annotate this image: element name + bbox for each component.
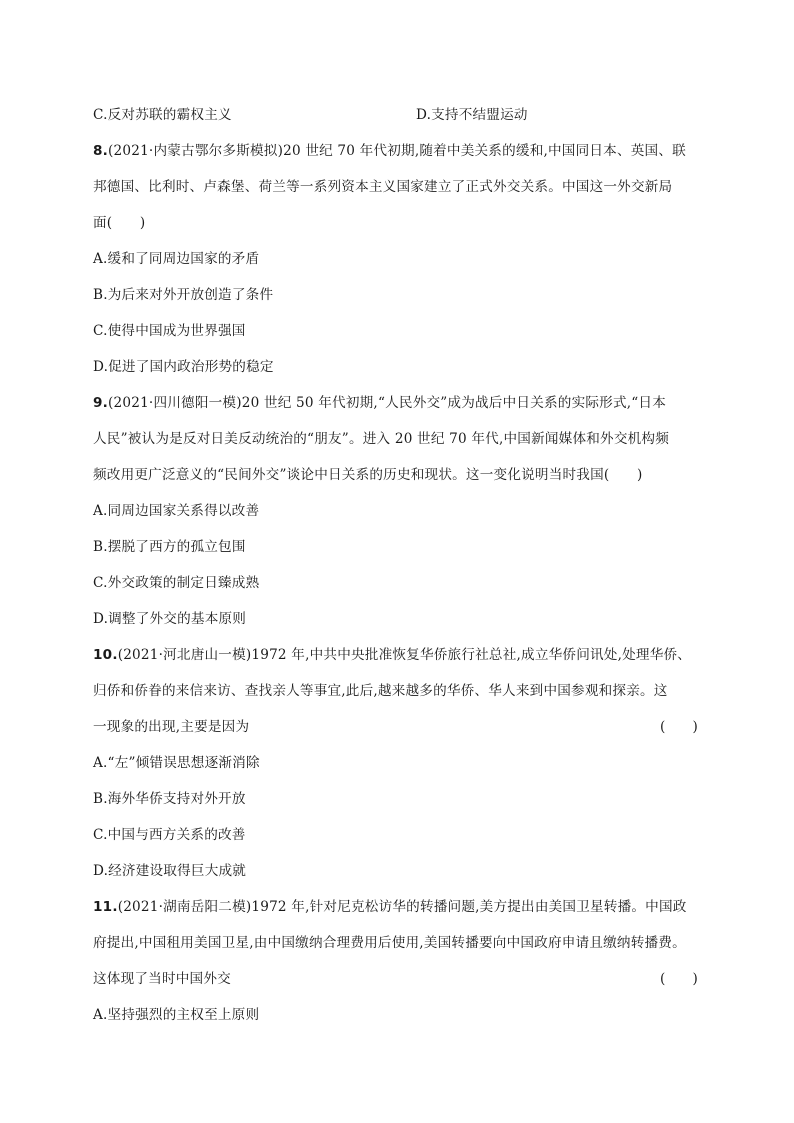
question-11-option-a: A.坚持强烈的主权至上原则 [93, 1007, 260, 1023]
question-9-line-2: 人民”被认为是反对日美反动统治的“朋友”。进入 20 世纪 70 年代,中国新闻媒体和外交机构频 [93, 431, 670, 447]
question-number: 11. [93, 899, 118, 915]
question-number: 10. [93, 647, 118, 663]
question-10-option-c: C.中国与西方关系的改善 [93, 827, 246, 843]
question-11-line-1: 11.(2021·湖南岳阳二模)1972 年,针对尼克松访华的转播问题,美方提出由美国卫星转播。中国政 [93, 899, 687, 915]
question-9-option-a: A.同周边国家关系得以改善 [93, 503, 260, 519]
question-number: 8. [93, 143, 109, 159]
question-9-option-d: D.调整了外交的基本原则 [93, 611, 247, 627]
question-9-option-c: C.外交政策的制定日臻成熟 [93, 575, 260, 591]
question-10-option-b: B.海外华侨支持对外开放 [93, 791, 246, 807]
question-8-option-a: A.缓和了同周边国家的矛盾 [93, 251, 260, 267]
question-11-line-2: 府提出,中国租用美国卫星,由中国缴纳合理费用后使用,美国转播要向中国政府申请且缴纳转播费。 [93, 935, 686, 951]
question-10-line-3: 一现象的出现,主要是因为 [93, 719, 250, 735]
question-9-line-1: 9.(2021·四川德阳一模)20 世纪 50 年代初期,“人民外交”成为战后中日关系的实际形式,“日本 [93, 395, 667, 411]
top-options-row [93, 106, 528, 124]
question-9-option-b: B.摆脱了西方的孤立包围 [93, 539, 246, 555]
answer-paren: ( ) [660, 971, 698, 987]
answer-paren: ( ) [660, 719, 698, 735]
question-10-line-1: 10.(2021·河北唐山一模)1972 年,中共中央批准恢复华侨旅行社总社,成立华侨问讯处,处理华侨、 [93, 647, 692, 663]
question-10-option-d: D.经济建设取得巨大成就 [93, 863, 247, 879]
question-10-line-2: 归侨和侨眷的来信来访、查找亲人等事宜,此后,越来越多的华侨、华人来到中国参观和探亲。这 [93, 683, 668, 699]
question-8-option-d: D.促进了国内政治形势的稳定 [93, 359, 274, 375]
question-8-line-3: 面( ) [93, 215, 146, 231]
question-8-line-1: 8.(2021·内蒙古鄂尔多斯模拟)20 世纪 70 年代初期,随着中美关系的缓和,中国同日本、英国、联 [93, 143, 686, 159]
question-8-option-b: B.为后来对外开放创造了条件 [93, 287, 274, 303]
option-d: D.支持不结盟运动 [416, 107, 528, 123]
question-10-option-a: A.“左”倾错误思想逐渐消除 [93, 755, 260, 771]
option-c: C.反对苏联的霸权主义 [93, 107, 232, 123]
question-number: 9. [93, 395, 109, 411]
question-11-line-3: 这体现了当时中国外交 [93, 971, 231, 987]
question-8-option-c: C.使得中国成为世界强国 [93, 323, 246, 339]
question-9-line-3: 频改用更广泛意义的“民间外交”谈论中日关系的历史和现状。这一变化说明当时我国( ) [93, 467, 643, 483]
question-8-line-2: 邦德国、比利时、卢森堡、荷兰等一系列资本主义国家建立了正式外交关系。中国这一外交新局 [93, 179, 673, 195]
